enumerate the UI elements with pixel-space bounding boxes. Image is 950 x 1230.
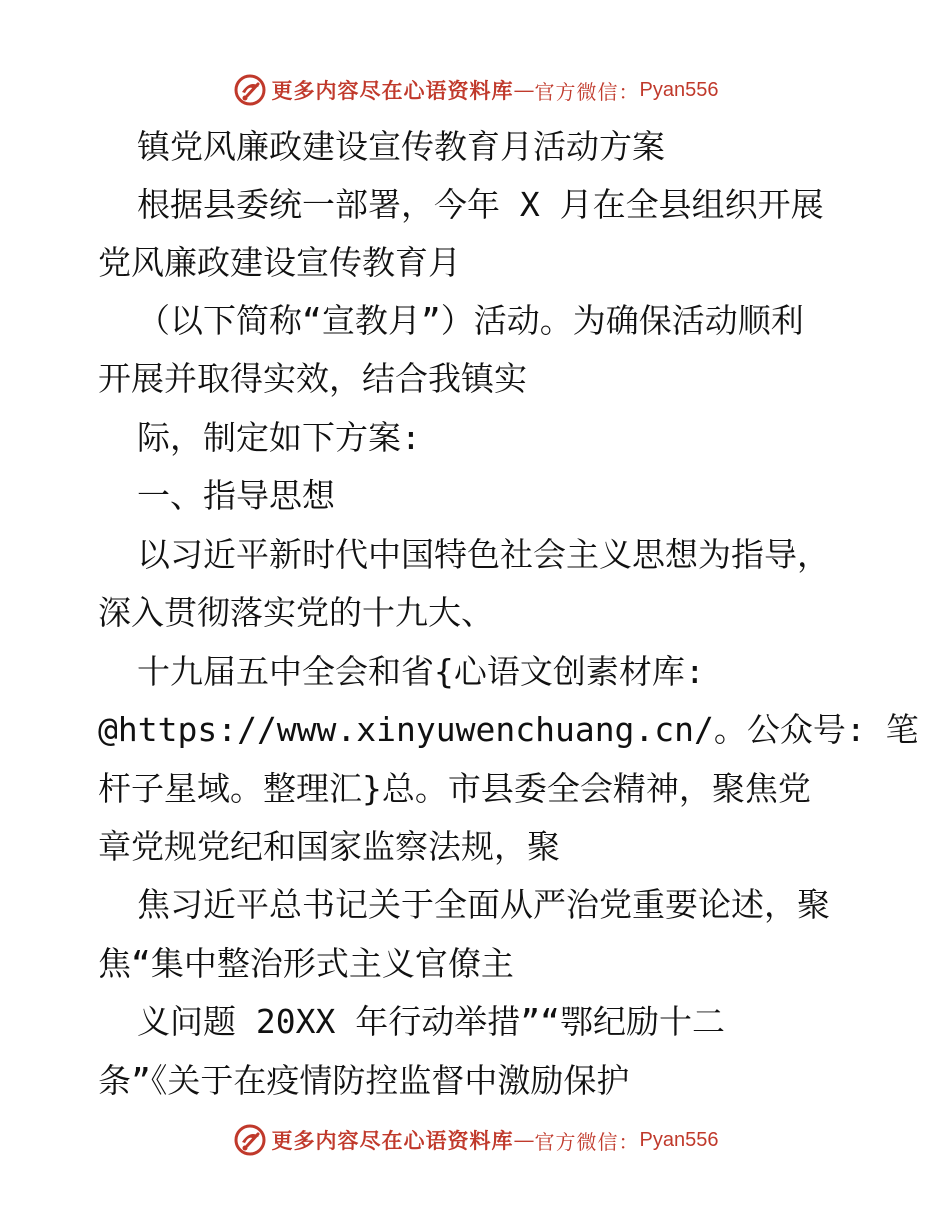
watermark-sub-text: 官方微信： bbox=[534, 79, 640, 104]
paragraph-line: @https://www.xinyuwenchuang.cn/。公众号: 笔 bbox=[98, 710, 919, 749]
paragraph-line: 开展并取得实效，结合我镇实 bbox=[98, 359, 527, 398]
watermark-wechat-id: Pyan556 bbox=[639, 1128, 719, 1151]
logo-icon bbox=[232, 1122, 268, 1158]
paragraph-line: 党风廉政建设宣传教育月 bbox=[98, 243, 461, 282]
watermark-banner-bottom bbox=[0, 1120, 950, 1160]
paragraph-line: （以下简称“宣教月”）活动。为确保活动顺利 bbox=[137, 301, 804, 340]
paragraph-line: 杆子星域。整理汇}总。市县委全会精神，聚焦党 bbox=[98, 769, 811, 808]
logo-icon bbox=[232, 72, 268, 108]
paragraph-line: 深入贯彻落实党的十九大、 bbox=[98, 593, 494, 632]
watermark-sub-text: 官方微信： bbox=[534, 1129, 640, 1154]
section-heading: 一、指导思想 bbox=[137, 476, 335, 515]
document-title: 镇党风廉政建设宣传教育月活动方案 bbox=[137, 127, 665, 166]
paragraph-line: 义问题 20XX 年行动举措”“鄂纪励十二 bbox=[137, 1002, 725, 1041]
watermark-separator: — bbox=[513, 78, 535, 102]
paragraph-line: 焦习近平总书记关于全面从严治党重要论述，聚 bbox=[137, 885, 830, 924]
watermark-separator: — bbox=[513, 1128, 535, 1152]
paragraph-line: 十九届五中全会和省{心语文创素材库: bbox=[137, 652, 705, 691]
paragraph-line: 以习近平新时代中国特色社会主义思想为指导， bbox=[137, 535, 830, 574]
watermark-main-text: 更多内容尽在心语资料库 bbox=[271, 1128, 514, 1153]
paragraph-line: 焦“集中整治形式主义官僚主 bbox=[98, 944, 514, 983]
paragraph-line: 际，制定如下方案: bbox=[137, 418, 421, 457]
paragraph-line: 章党规党纪和国家监察法规，聚 bbox=[98, 827, 560, 866]
paragraph-line: 条”《关于在疫情防控监督中激励保护 bbox=[98, 1061, 630, 1100]
paragraph-line: 根据县委统一部署，今年 X 月在全县组织开展 bbox=[137, 185, 824, 224]
watermark-wechat-id: Pyan556 bbox=[639, 78, 719, 101]
watermark-main-text: 更多内容尽在心语资料库 bbox=[271, 78, 514, 103]
watermark-banner-top bbox=[0, 70, 950, 110]
